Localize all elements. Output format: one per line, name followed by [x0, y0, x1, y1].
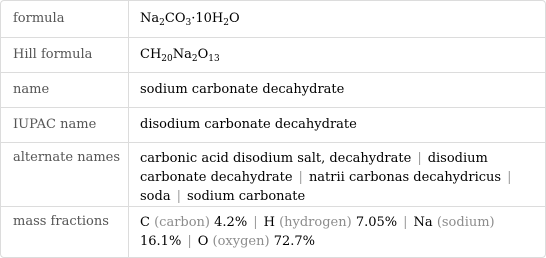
mass-fraction-oxygen: O (oxygen) 72.7% [197, 234, 316, 249]
label-hill-formula: Hill formula [13, 47, 93, 62]
value-iupac-name: disodium carbonate decahydrate [140, 117, 357, 132]
label-iupac-name: IUPAC name [13, 117, 97, 132]
row-iupac-name [1, 107, 545, 143]
value-mass-fractions [140, 213, 534, 251]
row-alternate-names [1, 142, 545, 207]
alternate-name: sodium carbonate [186, 189, 306, 204]
row-hill-formula [1, 37, 545, 73]
alternate-name: natrii carbonas decahydricus [308, 170, 502, 185]
separator: | [417, 151, 422, 166]
value-formula: $Na_2CO_3\cdot 10H_2O$ [140, 11, 240, 28]
label-name: name [13, 82, 50, 97]
separator: | [176, 189, 181, 204]
value-name: sodium carbonate decahydrate [140, 82, 345, 97]
value-hill-formula: $CH_{20}Na_2O_{13}$ [140, 47, 220, 64]
separator: | [298, 170, 303, 185]
label-formula: formula [13, 11, 65, 26]
label-mass-fractions: mass fractions [13, 214, 109, 229]
row-formula [1, 1, 545, 37]
alternate-name: soda [140, 189, 171, 204]
alternate-name-start: disodium [427, 151, 488, 166]
row-mass-fractions [1, 206, 545, 258]
separator: | [403, 215, 408, 230]
mass-fraction-sodium-start: Na (sodium) [413, 215, 495, 230]
label-alternate-names: alternate names [13, 150, 121, 165]
separator: | [507, 170, 512, 185]
separator: | [253, 215, 258, 230]
row-name [1, 72, 545, 108]
separator: | [187, 234, 192, 249]
mass-fraction-carbon: C (carbon) 4.2% [140, 215, 248, 230]
mass-fraction-sodium-percent: 16.1% [140, 234, 182, 249]
alternate-name: carbonic acid disodium salt, decahydrate [140, 151, 412, 166]
alternate-name-end: carbonate decahydrate [140, 170, 293, 185]
mass-fraction-hydrogen: H (hydrogen) 7.05% [263, 215, 398, 230]
value-alternate-names [140, 149, 534, 206]
